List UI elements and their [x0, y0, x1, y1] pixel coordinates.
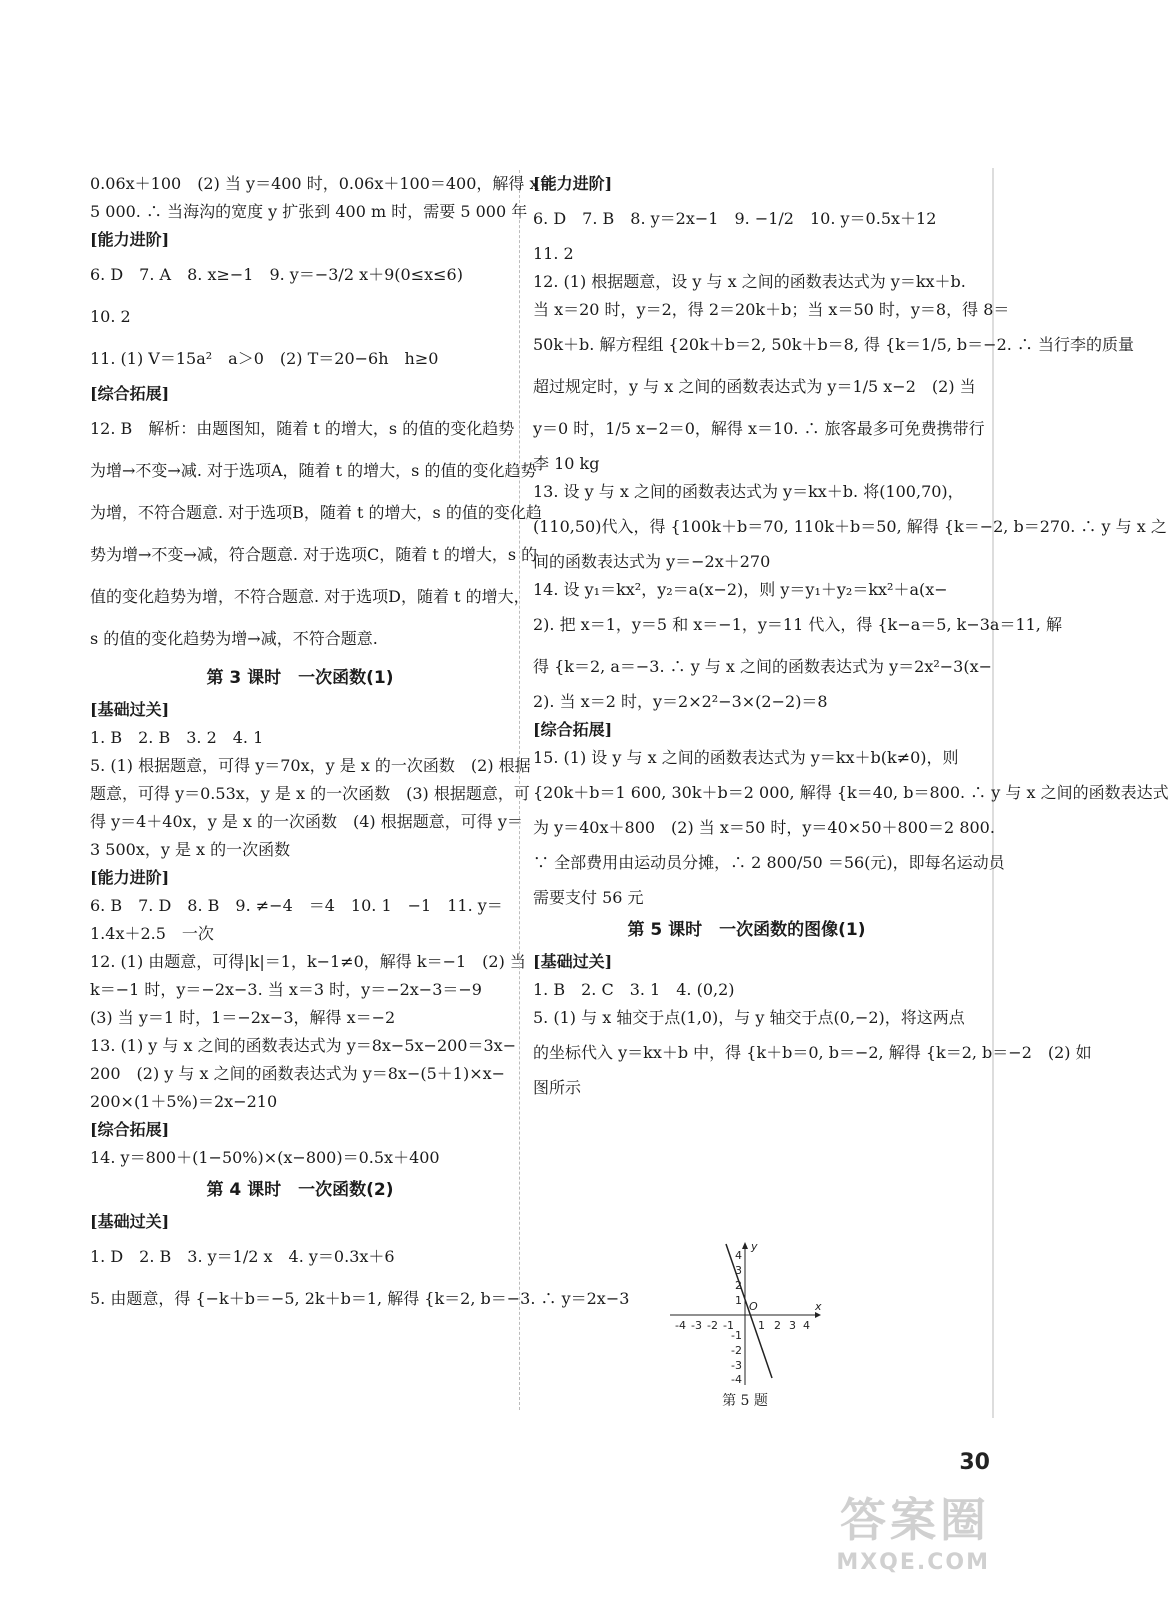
section-label: [基础过关]	[90, 1212, 170, 1231]
text-line: 需要支付 56 元	[533, 888, 644, 907]
text-line: 2). 当 x＝2 时，y＝2×2²−3×(2−2)＝8	[533, 692, 828, 711]
text-line: 200 (2) y 与 x 之间的函数表达式为 y＝8x−(5＋1)×x−	[90, 1064, 506, 1083]
text-line: 12. (1) 由题意，可得|k|＝1，k−1≠0，解得 k＝−1 (2) 当	[90, 952, 526, 971]
section-label: [综合拓展]	[533, 720, 613, 739]
y-tick-label: -4	[731, 1373, 742, 1386]
text-line: 为增，不符合题意. 对于选项B，随着 t 的增大，s 的值的变化趋	[90, 503, 542, 522]
answer-line: 11. (1) V＝15a² a＞0 (2) T＝20−6h h≥0	[90, 349, 439, 368]
text-line: 得 y＝4＋40x，y 是 x 的一次函数 (4) 根据题意，可得 y＝	[90, 812, 523, 831]
text-line: 14. 设 y₁＝kx²，y₂＝a(x−2)，则 y＝y₁＋y₂＝kx²＋a(x−	[533, 580, 948, 599]
x-tick-label: 1	[758, 1319, 765, 1332]
x-tick-label: -4	[675, 1319, 686, 1332]
text-line: 13. (1) y 与 x 之间的函数表达式为 y＝8x−5x−200＝3x−	[90, 1036, 517, 1055]
section-label: [基础过关]	[533, 952, 613, 971]
text-line: 的坐标代入 y＝kx＋b 中，得 {k＋b＝0, b＝−2, 解得 {k＝2, b＝−2 (2) 如	[533, 1043, 1092, 1062]
text-line: (3) 当 y＝1 时，1＝−2x−3，解得 x＝−2	[90, 1008, 396, 1027]
text-line: 5. (1) 与 x 轴交于点(1,0)，与 y 轴交于点(0,−2)，将这两点	[533, 1008, 965, 1027]
y-tick-label: 2	[735, 1279, 742, 1292]
answer-line: 5. 由题意，得 {−k＋b＝−5, 2k＋b＝1, 解得 {k＝2, b＝−3. ∴ y＝2x−3	[90, 1289, 630, 1308]
answer-line: 11. 2	[533, 244, 574, 263]
section-label: [综合拓展]	[90, 1120, 170, 1139]
x-tick-label: -3	[691, 1319, 702, 1332]
watermark-brand: 答案圈	[840, 1493, 990, 1547]
figure-caption: 第 5 题	[722, 1393, 768, 1409]
text-line: (110,50)代入，得 {100k＋b＝70, 110k＋b＝50, 解得 {k＝−2, b＝270. ∴ y 与 x 之	[533, 517, 1167, 536]
section-label: [能力进阶]	[533, 174, 613, 193]
y-axis-arrow	[742, 1242, 748, 1249]
text-line: y＝0 时，1/5 x−2＝0，解得 x＝10. ∴ 旅客最多可免费携带行	[533, 419, 985, 438]
text-line: 13. 设 y 与 x 之间的函数表达式为 y＝kx＋b. 将(100,70)，	[533, 482, 964, 501]
text-line: 题意，可得 y＝0.53x，y 是 x 的一次函数 (3) 根据题意，可	[90, 784, 530, 803]
text-line: 50k＋b. 解方程组 {20k＋b＝2, 50k＋b＝8, 得 {k＝1/5, b＝−2. ∴ 当行李的质量	[533, 335, 1135, 354]
text-line: ∵ 全部费用由运动员分摊，∴ 2 800/50 ＝56(元)，即每名运动员	[533, 853, 1005, 872]
text-line: 5 000. ∴ 当海沟的宽度 y 扩张到 400 m 时，需要 5 000 年	[90, 202, 528, 221]
page-number: 30	[959, 1450, 990, 1475]
watermark-url: MXQE.COM	[836, 1550, 990, 1575]
answer-line: 1. B 2. B 3. 2 4. 1	[90, 728, 264, 747]
text-line: 超过规定时，y 与 x 之间的函数表达式为 y＝1/5 x−2 (2) 当	[533, 377, 976, 396]
y-tick-label: 3	[735, 1264, 742, 1277]
text-line: {20k＋b＝1 600, 30k＋b＝2 000, 解得 {k＝40, b＝800. ∴ y 与 x 之间的函数表达式	[533, 783, 1169, 802]
answer-line: 10. 2	[90, 307, 131, 326]
origin-label: O	[749, 1300, 758, 1313]
watermark	[836, 1484, 990, 1575]
x-tick-label: -2	[707, 1319, 718, 1332]
x-tick-label: -1	[723, 1319, 734, 1332]
section-label: [综合拓展]	[90, 384, 170, 403]
section-label: [能力进阶]	[90, 230, 170, 249]
answer-line: 1. D 2. B 3. y＝1/2 x 4. y＝0.3x＋6	[90, 1247, 395, 1266]
text-line: 200×(1＋5%)＝2x−210	[90, 1092, 278, 1111]
lesson-heading: 第 5 课时 一次函数的图像(1)	[627, 920, 866, 940]
y-tick-label: -2	[731, 1344, 742, 1357]
right-column	[533, 170, 1169, 1102]
text-line: 14. y＝800＋(1−50%)×(x−800)＝0.5x＋400	[90, 1148, 440, 1167]
answer-line: 1. B 2. C 3. 1 4. (0,2)	[533, 980, 735, 999]
graph-figure	[665, 1240, 825, 1410]
x-tick-label: 4	[803, 1319, 810, 1332]
y-tick-label: 1	[735, 1294, 742, 1307]
text-line: 为 y＝40x＋800 (2) 当 x＝50 时，y＝40×50＋800＝2 800.	[533, 818, 995, 837]
text-line: 势为增→不变→减，符合题意. 对于选项C，随着 t 的增大，s 的	[90, 545, 538, 564]
section-label: [能力进阶]	[90, 868, 170, 887]
coordinate-graph	[665, 1240, 825, 1390]
answer-line: 6. D 7. B 8. y＝2x−1 9. −1/2 10. y＝0.5x＋12	[533, 209, 937, 228]
text-line: s 的值的变化趋势为增→减，不符合题意.	[90, 629, 378, 648]
text-line: 图所示	[533, 1078, 582, 1097]
text-line: 值的变化趋势为增，不符合题意. 对于选项D，随着 t 的增大，	[90, 587, 530, 606]
x-tick-label: 3	[789, 1319, 796, 1332]
text-line: 0.06x＋100 (2) 当 y＝400 时，0.06x＋100＝400，解得 x＝	[90, 174, 555, 193]
text-line: 2). 把 x＝1，y＝5 和 x＝−1，y＝11 代入，得 {k−a＝5, k−3a＝11, 解	[533, 615, 1062, 634]
text-line: 5. (1) 根据题意，可得 y＝70x，y 是 x 的一次函数 (2) 根据	[90, 756, 531, 775]
text-line: 3 500x，y 是 x 的一次函数	[90, 840, 291, 859]
lesson-heading: 第 4 课时 一次函数(2)	[206, 1180, 394, 1200]
text-line: k＝−1 时，y＝−2x−3. 当 x＝3 时，y＝−2x−3＝−9	[90, 980, 482, 999]
text-line: 为增→不变→减. 对于选项A，随着 t 的增大，s 的值的变化趋势	[90, 461, 537, 480]
text-line: 1.4x＋2.5 一次	[90, 924, 214, 943]
y-axis-label: y	[751, 1240, 758, 1253]
y-tick-label: -1	[731, 1329, 742, 1342]
lesson-heading: 第 3 课时 一次函数(1)	[206, 668, 394, 688]
x-axis-label: x	[815, 1300, 822, 1313]
text-line: 间的函数表达式为 y＝−2x＋270	[533, 552, 771, 571]
text-line: 12. (1) 根据题意，设 y 与 x 之间的函数表达式为 y＝kx＋b.	[533, 272, 966, 291]
text-line: 6. B 7. D 8. B 9. ≠−4 ＝4 10. 1 −1 11. y＝	[90, 896, 503, 915]
y-tick-label: -3	[731, 1359, 742, 1372]
text-line: 15. (1) 设 y 与 x 之间的函数表达式为 y＝kx＋b(k≠0)，则	[533, 748, 959, 767]
text-line: 12. B 解析：由题图知，随着 t 的增大，s 的值的变化趋势	[90, 419, 515, 438]
y-tick-label: 4	[735, 1249, 742, 1262]
answer-line: 6. D 7. A 8. x≥−1 9. y＝−3/2 x＋9(0≤x≤6)	[90, 265, 463, 284]
x-tick-label: 2	[774, 1319, 781, 1332]
text-line: 李 10 kg	[533, 454, 600, 473]
text-line: 得 {k＝2, a＝−3. ∴ y 与 x 之间的函数表达式为 y＝2x²−3(x−	[533, 657, 993, 676]
text-line: 当 x＝20 时，y＝2，得 2＝20k＋b；当 x＝50 时，y＝8，得 8＝	[533, 300, 1010, 319]
section-label: [基础过关]	[90, 700, 170, 719]
column-divider	[519, 170, 520, 1410]
